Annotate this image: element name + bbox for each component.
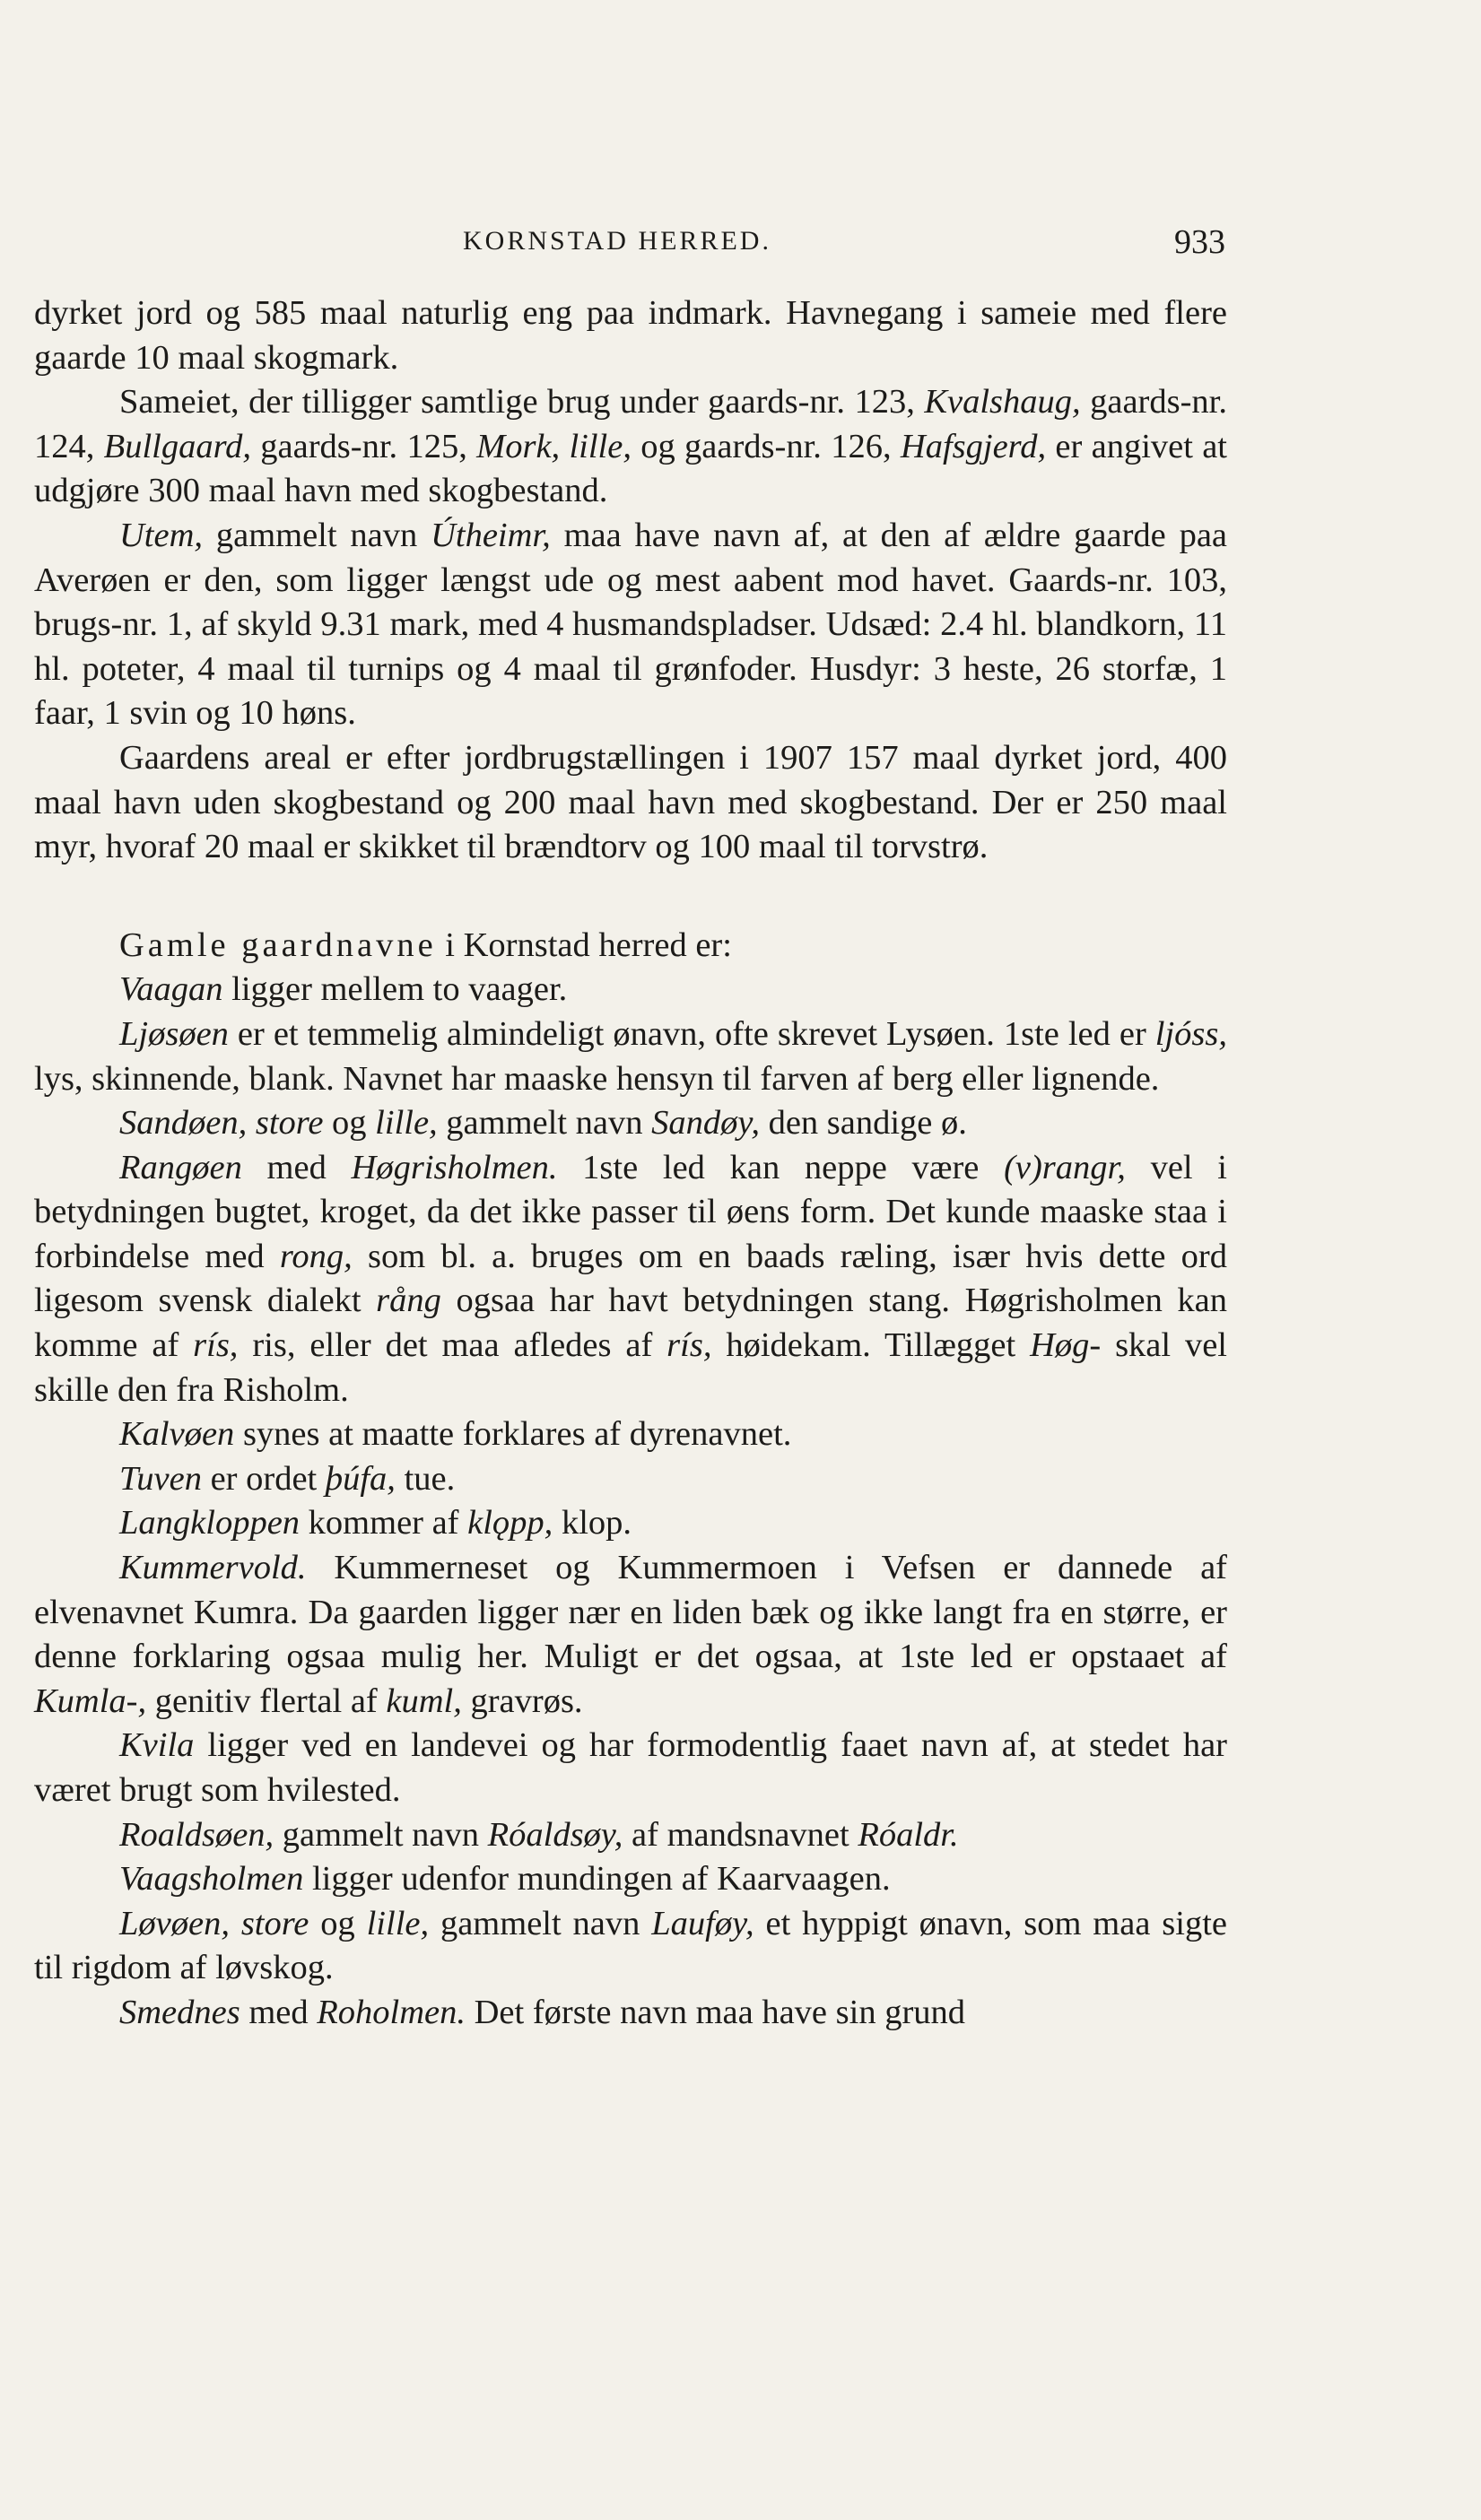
italic-term: Sandøen, store <box>119 1104 324 1143</box>
italic-term: Vaagsholmen <box>119 1860 304 1899</box>
text-run: i Kornstad herred er: <box>436 925 732 964</box>
text-run: tue. <box>395 1459 456 1498</box>
italic-term: lille, <box>366 1904 430 1942</box>
text-run: Det første navn maa have sin grund <box>466 1993 966 2031</box>
paragraph <box>34 1412 1227 1457</box>
text-run: gaards-nr. 124, <box>34 383 1227 465</box>
running-head: KORNSTAD HERRED. <box>463 226 771 256</box>
paragraph <box>34 514 1227 736</box>
paragraph <box>34 968 1227 1012</box>
italic-term: Smednes <box>119 1993 240 2031</box>
text-run: gaards-nr. 125, <box>251 427 477 465</box>
text-run: vel i betydningen bugtet, kroget, da det ikke passer til øens form. Det kunde maaske staa i forbindelse med <box>34 1148 1227 1275</box>
paragraph <box>34 1146 1227 1413</box>
italic-term: (v)rangr, <box>1004 1148 1126 1186</box>
text-run: 1ste led kan neppe være <box>557 1148 1005 1186</box>
paragraph <box>34 1546 1227 1724</box>
italic-term: Hafsgjerd, <box>900 427 1047 465</box>
paragraph <box>34 1012 1227 1101</box>
italic-term: Tuven <box>119 1459 202 1498</box>
text-run: Kummerneset og Kummermoen i Vefsen er dannede af elvenavnet Kumra. Da gaarden ligger nær en liden bæk og ikke langt fra en større, er denne forklaring ogsaa mulig her. Muligt er det ogsaa, at 1ste led er opstaaet af <box>34 1549 1227 1676</box>
text-run: ligger ved en landevei og har formodentlig faaet navn af, at stedet har været brugt som hvilested. <box>34 1726 1227 1809</box>
italic-term: rís, <box>666 1326 712 1365</box>
text-run: Sameiet, der tilligger samtlige brug under gaards-nr. 123, <box>119 383 925 421</box>
italic-term: ljóss, <box>1154 1014 1227 1053</box>
italic-term: lille, <box>375 1104 438 1143</box>
italic-term: Rangøen <box>119 1148 242 1186</box>
text-run: er angivet at udgjøre 300 maal havn med skogbestand. <box>34 427 1228 510</box>
italic-term: Kumla-, <box>34 1681 147 1720</box>
text-run: og <box>323 1104 376 1143</box>
page-number: 933 <box>1174 223 1225 261</box>
paragraph <box>34 380 1227 514</box>
text-run: den sandige ø. <box>759 1104 967 1143</box>
paragraph <box>34 1991 1227 2036</box>
italic-term: Kummervold. <box>119 1549 307 1587</box>
text-run: med <box>241 1148 352 1186</box>
italic-term: Roaldsøen, <box>119 1815 274 1854</box>
text-run: og <box>309 1904 367 1942</box>
italic-term: Róaldsøy, <box>487 1815 623 1854</box>
text-run: ligger udenfor mundingen af Kaarvaagen. <box>303 1860 891 1899</box>
text-run: skal vel skille den fra Risholm. <box>34 1326 1227 1409</box>
section-heading-paragraph <box>34 924 1227 969</box>
italic-term: Bullgaard, <box>103 427 252 465</box>
text-run: med <box>240 1993 318 2031</box>
paragraph <box>34 1457 1227 1502</box>
italic-term: klǫpp, <box>467 1504 553 1542</box>
text-run: er ordet <box>201 1459 326 1498</box>
italic-term: rång <box>376 1282 441 1320</box>
text-run: maa have navn af, at den af ældre gaarde paa Averøen er den, som ligger længst ude og mest aabent mod havet. Gaards-nr. 103, brugs-nr. 1, af skyld 9.31 mark, med 4 husmandspladser. Udsæd: 2.4 hl. blandkorn, 11 hl. poteter, 4 maal til turnips og 4 maal til grønfoder. Husdyr: 3 heste, 26 storfæ, 1 faar, 1 svin og 10 høns. <box>34 516 1227 733</box>
italic-term: Kvila <box>119 1726 195 1765</box>
body-text <box>34 291 1227 2036</box>
text-run: synes at maatte forklares af dyrenavnet. <box>234 1415 792 1454</box>
italic-term: Langkloppen <box>119 1504 301 1542</box>
text-run: kommer af <box>300 1504 468 1542</box>
italic-term: Høg- <box>1030 1326 1102 1365</box>
spaced-heading-text: Gamle gaardnavne <box>119 925 437 964</box>
italic-term: kuml, <box>386 1681 462 1720</box>
italic-term: Vaagan <box>119 970 223 1009</box>
text-run: et hyppigt ønavn, som maa sigte til rigdom af løvskog. <box>34 1904 1227 1987</box>
text-run: og gaards-nr. 126, <box>631 427 901 465</box>
text-run: dyrket jord og 585 maal naturlig eng paa indmark. Havnegang i sameie med flere gaarde 10 maal skogmark. <box>34 294 1227 377</box>
italic-term: Lauføy, <box>651 1904 754 1942</box>
text-run: af mandsnavnet <box>623 1815 858 1854</box>
paragraph <box>34 736 1227 870</box>
page-header <box>463 223 1468 271</box>
paragraph <box>34 1724 1227 1812</box>
text-run: ris, eller det maa afledes af <box>238 1326 667 1365</box>
text-run: gammelt navn <box>203 516 431 554</box>
italic-term: rís, <box>193 1326 239 1365</box>
italic-term: Kvalshaug, <box>924 383 1081 421</box>
italic-term: Mork, lille, <box>476 427 632 465</box>
paragraph <box>34 291 1227 380</box>
text-run: høidekam. Tillægget <box>711 1326 1031 1365</box>
text-run: gammelt navn <box>274 1815 488 1854</box>
paragraph <box>34 1857 1227 1902</box>
italic-term: Róaldr. <box>858 1815 959 1854</box>
text-run: klop. <box>553 1504 632 1542</box>
text-run: Gaardens areal er efter jordbrugstællingen i 1907 157 maal dyrket jord, 400 maal havn uden skogbestand og 200 maal havn med skogbestand. Der er 250 maal myr, hvoraf 20 maal er skikket til brændtorv og 100 maal til torvstrø. <box>34 738 1227 866</box>
text-run: gravrøs. <box>461 1681 583 1720</box>
text-run: ogsaa har havt betydningen stang. Høgrisholmen kan komme af <box>34 1282 1228 1365</box>
paragraph <box>34 1902 1227 1991</box>
italic-term: Sandøy, <box>651 1104 760 1143</box>
text-run: er et temmelig almindeligt ønavn, ofte skrevet Lysøen. 1ste led er <box>228 1014 1155 1053</box>
italic-term: Roholmen. <box>317 1993 466 2031</box>
paragraph <box>34 1101 1227 1146</box>
italic-term: þúfa, <box>325 1459 396 1498</box>
text-run: gammelt navn <box>429 1904 652 1942</box>
paragraph <box>34 1501 1227 1546</box>
italic-term: Útheimr, <box>431 516 551 554</box>
italic-term: rong, <box>279 1237 353 1275</box>
italic-term: Høgrisholmen. <box>351 1148 558 1186</box>
text-run: som bl. a. bruges om en baads ræling, især hvis dette ord ligesom svensk dialekt <box>34 1237 1227 1320</box>
paragraph <box>34 1813 1227 1858</box>
italic-term: Utem, <box>119 516 204 554</box>
text-run: genitiv flertal af <box>146 1681 387 1720</box>
italic-term: Kalvøen <box>119 1415 235 1454</box>
text-run: ligger mellem to vaager. <box>222 970 568 1009</box>
text-run: gammelt navn <box>437 1104 652 1143</box>
italic-term: Løvøen, store <box>119 1904 309 1942</box>
italic-term: Ljøsøen <box>119 1014 229 1053</box>
text-run: lys, skinnende, blank. Navnet har maaske hensyn til farven af berg eller lignende. <box>34 1059 1160 1098</box>
